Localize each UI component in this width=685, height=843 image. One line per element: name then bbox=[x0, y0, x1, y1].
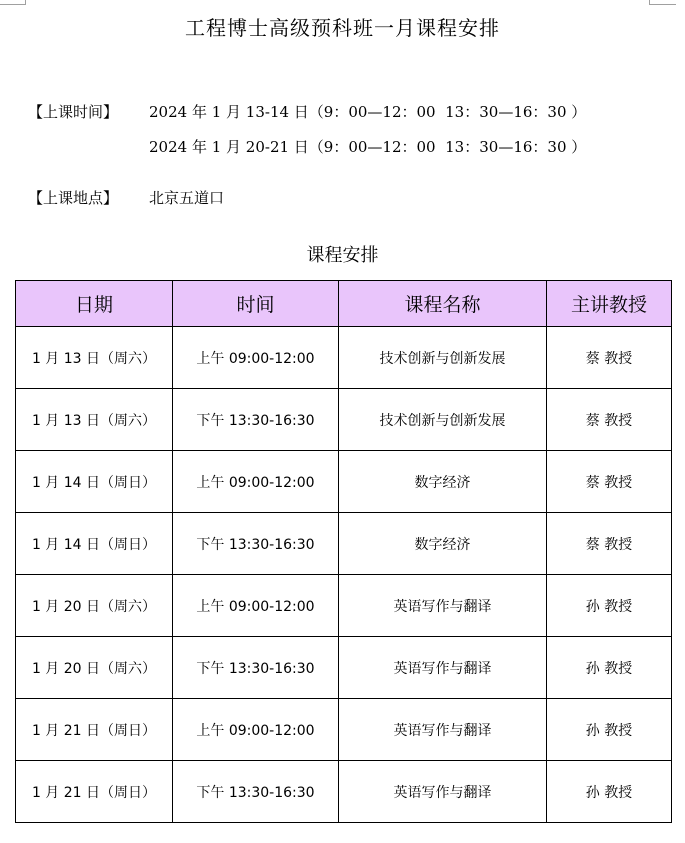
cell-time: 下午 13:30-16:30 bbox=[173, 513, 339, 575]
cell-course: 数字经济 bbox=[339, 513, 547, 575]
cell-professor: 孙 教授 bbox=[547, 761, 672, 823]
cell-course: 英语写作与翻译 bbox=[339, 761, 547, 823]
cell-time: 上午 09:00-12:00 bbox=[173, 699, 339, 761]
cell-course: 技术创新与创新发展 bbox=[339, 389, 547, 451]
cell-course: 英语写作与翻译 bbox=[339, 575, 547, 637]
header-professor: 主讲教授 bbox=[547, 281, 672, 327]
cell-professor: 蔡 教授 bbox=[547, 513, 672, 575]
section-title: 课程安排 bbox=[306, 245, 379, 266]
cell-course: 英语写作与翻译 bbox=[339, 699, 547, 761]
document-title: 工程博士高级预科班一月课程安排 bbox=[185, 16, 500, 40]
cell-date: 1 月 13 日（周六） bbox=[16, 389, 173, 451]
cell-date: 1 月 20 日（周六） bbox=[16, 575, 173, 637]
cell-professor: 孙 教授 bbox=[547, 575, 672, 637]
page-corner-mark-top-left bbox=[0, 0, 26, 5]
cell-time: 下午 13:30-16:30 bbox=[173, 637, 339, 699]
cell-course: 技术创新与创新发展 bbox=[339, 327, 547, 389]
cell-date: 1 月 14 日（周日） bbox=[16, 513, 173, 575]
table-row bbox=[16, 451, 672, 513]
schedule-table bbox=[15, 280, 672, 823]
cell-time: 上午 09:00-12:00 bbox=[173, 327, 339, 389]
cell-time: 上午 09:00-12:00 bbox=[173, 575, 339, 637]
time-line-2: 2024 年 1 月 20-21 日（9：00—12：00 13：30—16：30 ） bbox=[149, 138, 587, 156]
table-row bbox=[16, 699, 672, 761]
header-date: 日期 bbox=[16, 281, 173, 327]
time-label: 【上课时间】 bbox=[28, 103, 119, 121]
header-time: 时间 bbox=[173, 281, 339, 327]
time-line-1: 2024 年 1 月 13-14 日（9：00—12：00 13：30—16：30 ） bbox=[149, 103, 587, 121]
cell-course: 英语写作与翻译 bbox=[339, 637, 547, 699]
header-course: 课程名称 bbox=[339, 281, 547, 327]
cell-time: 下午 13:30-16:30 bbox=[173, 761, 339, 823]
cell-date: 1 月 14 日（周日） bbox=[16, 451, 173, 513]
table-row bbox=[16, 513, 672, 575]
cell-course: 数字经济 bbox=[339, 451, 547, 513]
table-header-row bbox=[16, 281, 672, 327]
cell-time: 上午 09:00-12:00 bbox=[173, 451, 339, 513]
page-corner-mark-top-right bbox=[649, 0, 676, 5]
cell-professor: 蔡 教授 bbox=[547, 327, 672, 389]
cell-date: 1 月 21 日（周日） bbox=[16, 761, 173, 823]
cell-professor: 孙 教授 bbox=[547, 699, 672, 761]
table-row bbox=[16, 327, 672, 389]
cell-date: 1 月 20 日（周六） bbox=[16, 637, 173, 699]
location-value: 北京五道口 bbox=[149, 189, 225, 207]
table-row bbox=[16, 389, 672, 451]
cell-date: 1 月 21 日（周日） bbox=[16, 699, 173, 761]
cell-professor: 蔡 教授 bbox=[547, 389, 672, 451]
table-row bbox=[16, 575, 672, 637]
location-label: 【上课地点】 bbox=[28, 189, 119, 207]
cell-professor: 蔡 教授 bbox=[547, 451, 672, 513]
table-row bbox=[16, 637, 672, 699]
cell-professor: 孙 教授 bbox=[547, 637, 672, 699]
cell-date: 1 月 13 日（周六） bbox=[16, 327, 173, 389]
cell-time: 下午 13:30-16:30 bbox=[173, 389, 339, 451]
table-row bbox=[16, 761, 672, 823]
